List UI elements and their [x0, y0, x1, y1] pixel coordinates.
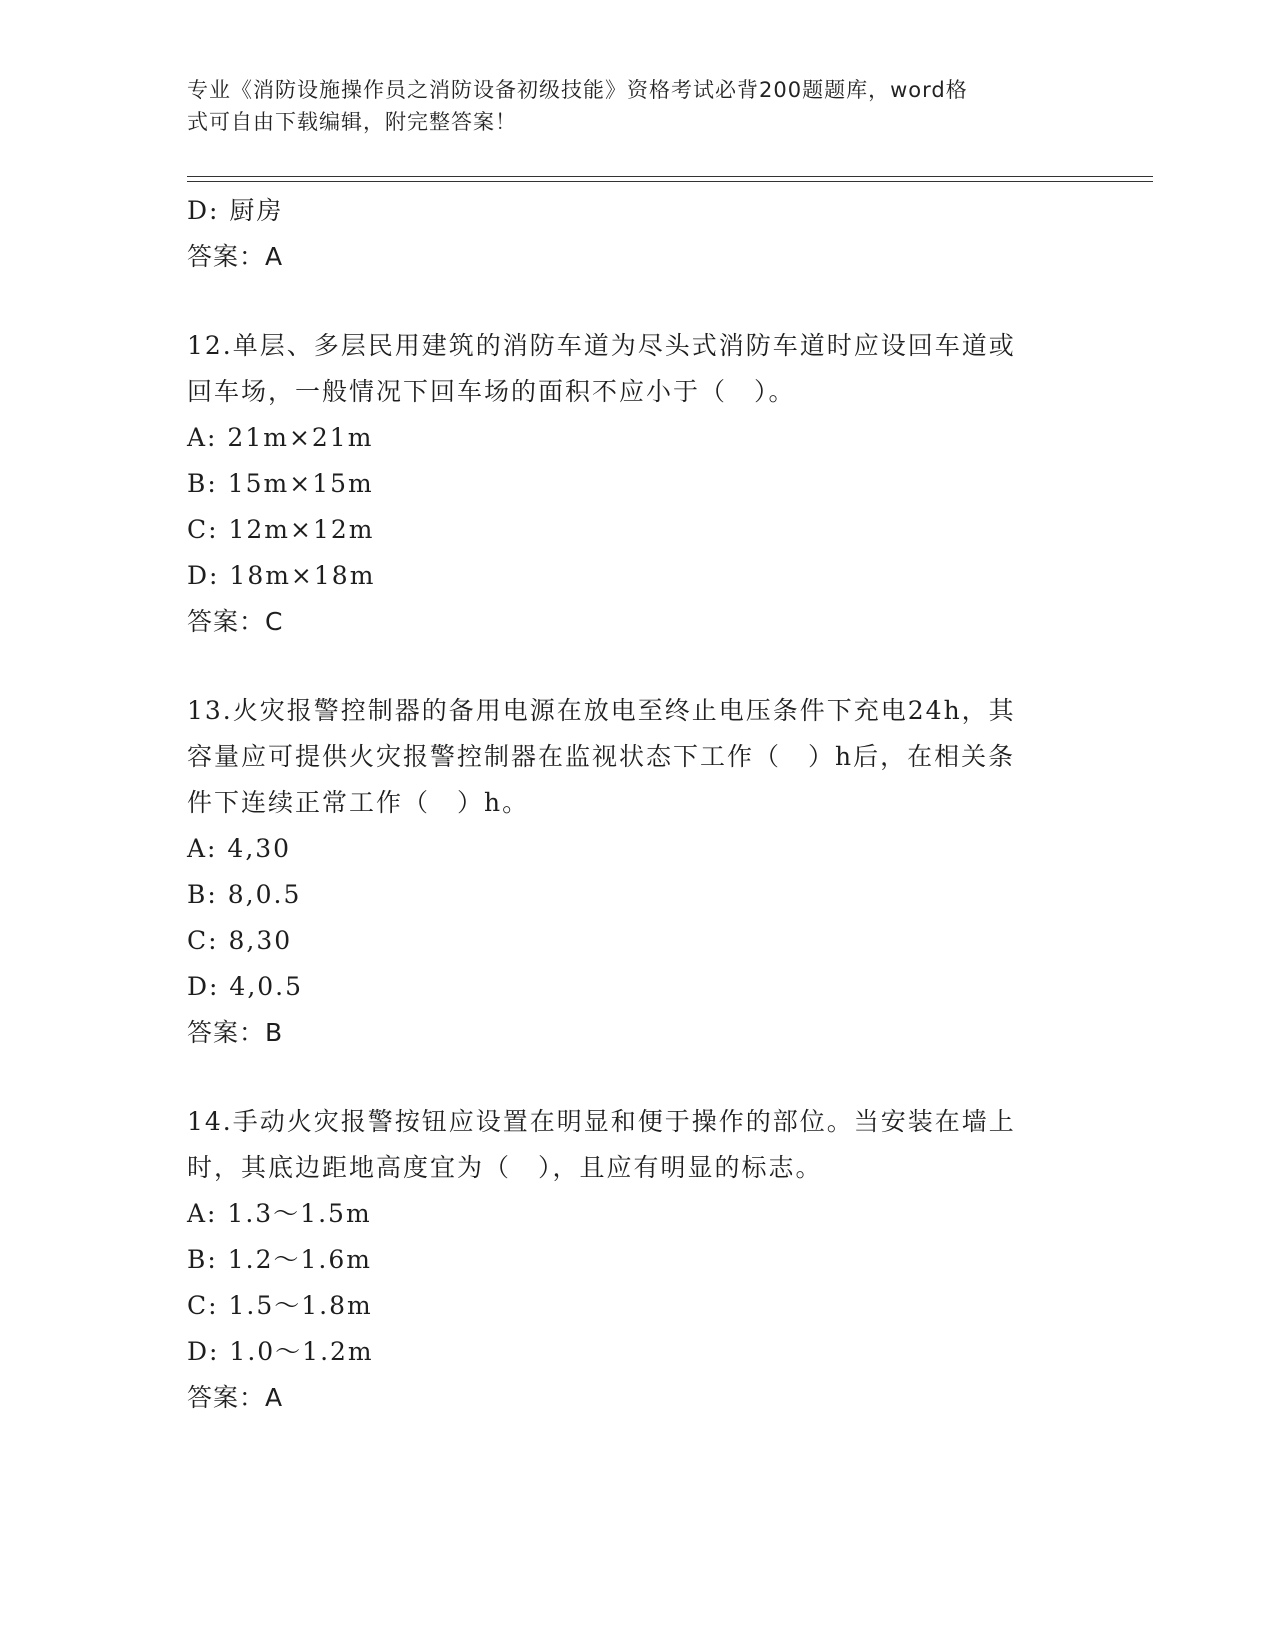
option-a: A: 21m×21m: [187, 423, 374, 452]
option-b: B: 15m×15m: [187, 469, 374, 498]
option-d: D: 1.0～1.2m: [187, 1337, 374, 1366]
question-spacer: [187, 1056, 1077, 1099]
header-title-line-2: 式可自由下载编辑，附完整答案！: [187, 110, 517, 134]
question-stem-line: 14.手动火灾报警按钮应设置在明显和便于操作的部位。当安装在墙上: [187, 1107, 1016, 1136]
question-12: [187, 323, 1077, 645]
question-stem-line: 回车场，一般情况下回车场的面积不应小于（ ）。: [187, 377, 796, 406]
question-spacer: [187, 280, 1077, 323]
option-a: A: 4,30: [187, 834, 292, 863]
question-stem-line: 时，其底边距地高度宜为（ ），且应有明显的标志。: [187, 1153, 823, 1182]
question-13: [187, 688, 1077, 1056]
answer-line: 答案：C: [187, 607, 284, 636]
option-c: C: 1.5～1.8m: [187, 1291, 373, 1320]
question-stem-line: 12.单层、多层民用建筑的消防车道为尽头式消防车道时应设回车道或: [187, 331, 1016, 360]
answer-line: 答案：A: [187, 242, 284, 271]
question-list: [187, 188, 1077, 1421]
page-header: [187, 74, 1067, 138]
option-b: B: 1.2～1.6m: [187, 1245, 372, 1274]
option-c: C: 12m×12m: [187, 515, 375, 544]
answer-line: 答案：A: [187, 1383, 284, 1412]
question-14: [187, 1099, 1077, 1421]
question-stem-line: 容量应可提供火灾报警控制器在监视状态下工作（ ）h后，在相关条: [187, 742, 1016, 771]
header-divider-top: [187, 176, 1153, 177]
question-spacer: [187, 645, 1077, 688]
option-a: A: 1.3～1.5m: [187, 1199, 372, 1228]
header-divider-bottom: [187, 181, 1153, 182]
option-d: D: 18m×18m: [187, 561, 376, 590]
question-stem-line: 13.火灾报警控制器的备用电源在放电至终止电压条件下充电24h，其: [187, 696, 1016, 725]
question-11-tail: [187, 188, 1077, 280]
question-stem-line: 件下连续正常工作（ ）h。: [187, 788, 530, 817]
option-b: B: 8,0.5: [187, 880, 302, 909]
header-title-line-1: 专业《消防设施操作员之消防设备初级技能》资格考试必背200题题库，word格: [187, 78, 968, 102]
option-d: D: 厨房: [187, 196, 284, 225]
answer-line: 答案：B: [187, 1018, 284, 1047]
option-d: D: 4,0.5: [187, 972, 304, 1001]
option-c: C: 8,30: [187, 926, 293, 955]
